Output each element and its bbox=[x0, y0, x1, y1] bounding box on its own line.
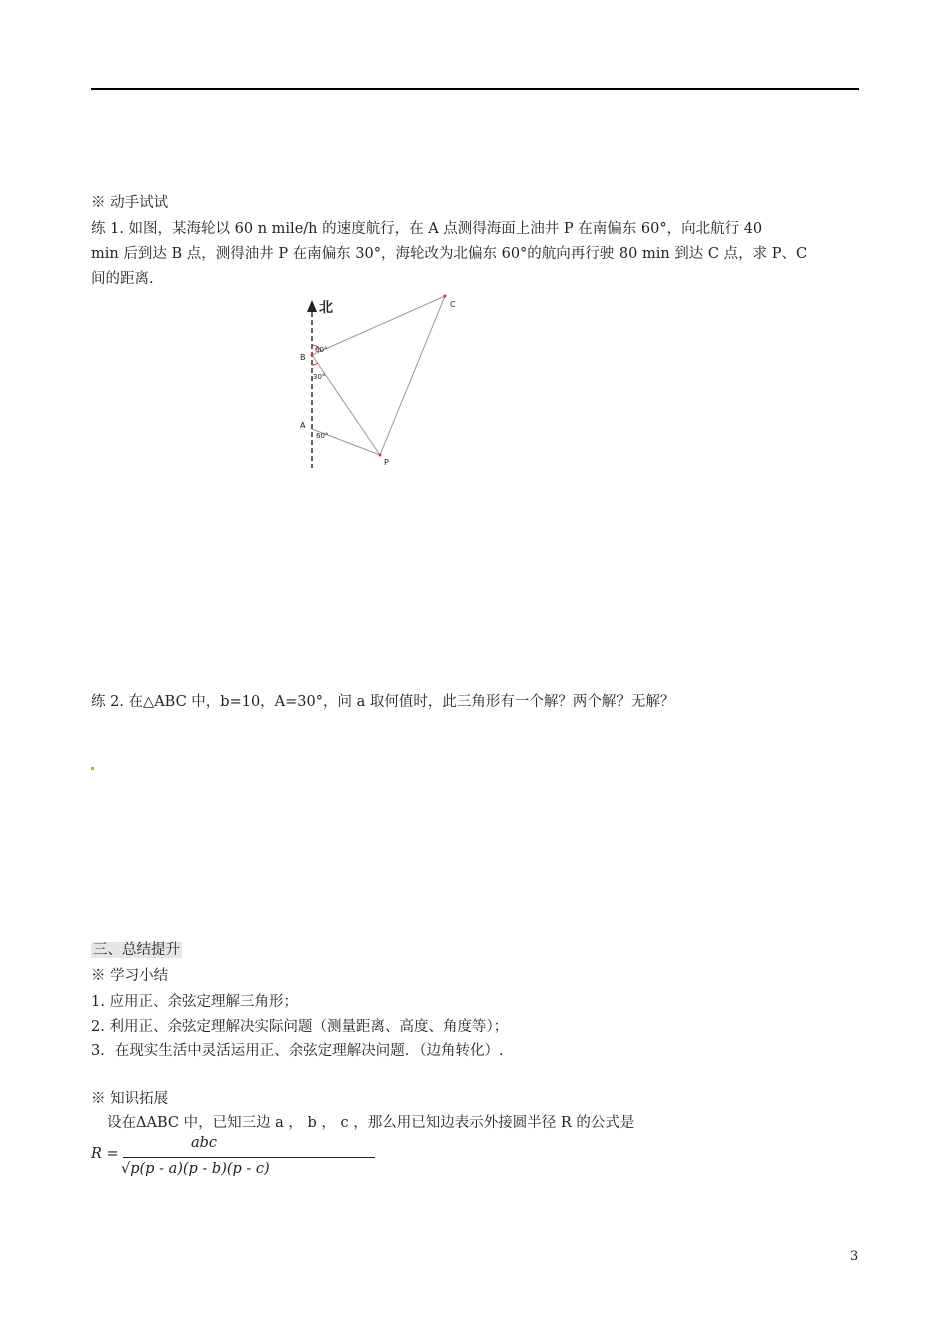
label-C: C bbox=[450, 300, 456, 309]
angle-arc-B-bottom bbox=[312, 363, 318, 365]
summary-item-3: 3．在现实生活中灵活运用正、余弦定理解决问题．（边角转化）. bbox=[91, 1043, 504, 1059]
formula-denominator: √p(p - a)(p - b)(p - c) bbox=[121, 1161, 270, 1177]
formula-numerator: abc bbox=[191, 1135, 218, 1151]
navigation-diagram bbox=[290, 290, 480, 475]
summary-section-title: 三、总结提升 bbox=[93, 942, 180, 958]
angle-label-A-60: 60° bbox=[316, 432, 329, 440]
point-P-dot bbox=[379, 454, 382, 457]
label-A: A bbox=[300, 421, 306, 430]
exercise-2: 练 2. 在△ABC 中，b=10，A=30°，问 a 取何值时，此三角形有一个解？两个解？无解？ bbox=[91, 694, 675, 710]
north-label: 北 bbox=[319, 300, 333, 316]
exercise-1-line-1: 练 1. 如图，某海轮以 60 n mile/h 的速度航行，在 A 点测得海面上油井 P 在南偏东 60°，向北航行 40 bbox=[91, 221, 763, 237]
north-arrow-icon bbox=[307, 300, 317, 312]
header-rule bbox=[91, 88, 859, 90]
formula-fraction-bar bbox=[123, 1157, 375, 1158]
circumradius-formula bbox=[91, 1135, 391, 1185]
section-heading-try: ※ 动手试试 bbox=[91, 195, 169, 211]
summary-item-1: 1. 应用正、余弦定理解三角形； bbox=[91, 994, 298, 1010]
angle-label-B-60: 60° bbox=[315, 346, 328, 354]
label-P: P bbox=[384, 458, 389, 467]
exercise-1-line-2: min 后到达 B 点，测得油井 P 在南偏东 30°，海轮改为北偏东 60°的航向再行驶 80 min 到达 C 点，求 P、C bbox=[91, 246, 808, 262]
extension-heading: ※ 知识拓展 bbox=[91, 1091, 169, 1107]
line-C-P bbox=[380, 296, 445, 455]
summary-item-2: 2. 利用正、余弦定理解决实际问题（测量距离、高度、角度等）； bbox=[91, 1019, 509, 1035]
summary-subheading: ※ 学习小结 bbox=[91, 968, 169, 984]
stray-mark bbox=[91, 767, 94, 770]
page-number: 3 bbox=[850, 1249, 859, 1264]
point-B-dot bbox=[311, 354, 314, 357]
formula-lhs: R = bbox=[91, 1146, 119, 1162]
exercise-1-line-3: 间的距离. bbox=[91, 271, 154, 287]
label-B: B bbox=[300, 353, 306, 362]
extension-text: 设在ΔABC 中，已知三边 a ， b ， c ，那么用已知边表示外接圆半径 R 的公式是 bbox=[107, 1115, 635, 1131]
angle-label-B-30: 30° bbox=[313, 373, 326, 381]
point-C-dot bbox=[444, 295, 447, 298]
line-B-P bbox=[312, 355, 380, 455]
